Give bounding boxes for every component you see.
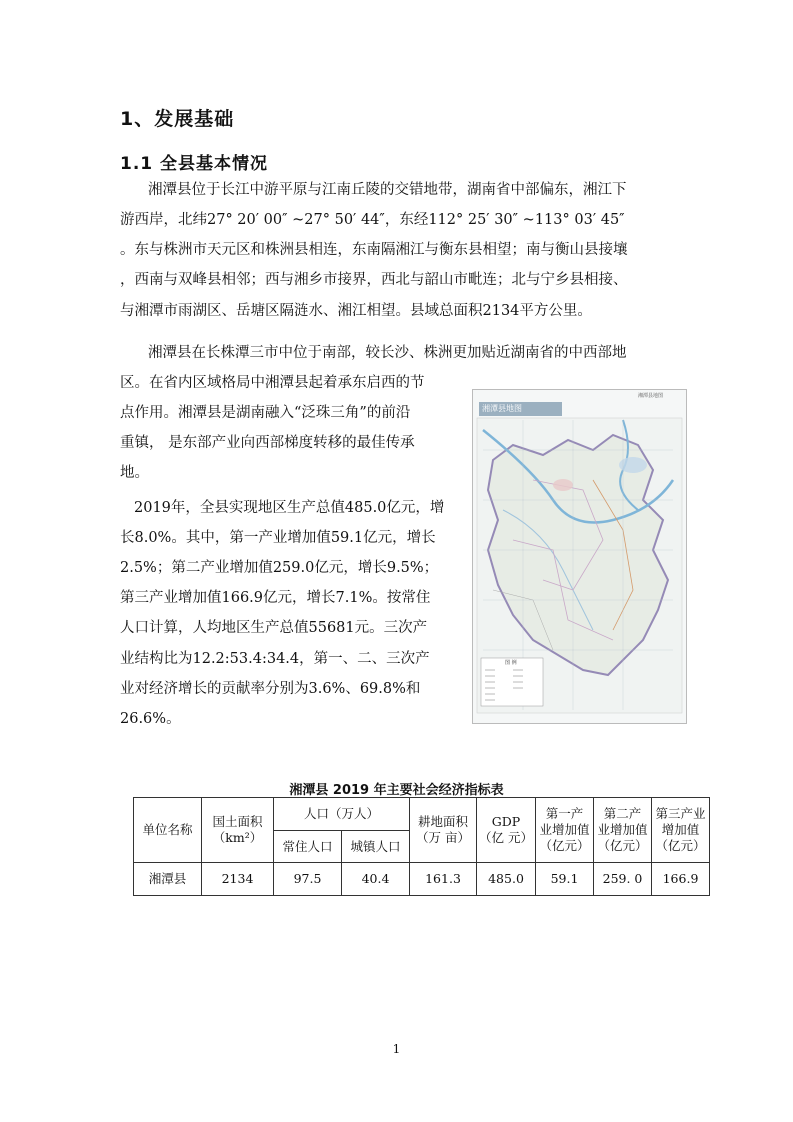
table-cell: 161.3 [410, 863, 477, 896]
table-cell: 97.5 [274, 863, 342, 896]
table-cell: 485.0 [477, 863, 536, 896]
paragraph-line: 湘潭县位于长江中游平原与江南丘陵的交错地带，湖南省中部偏东，湘江下 [148, 182, 627, 198]
table-cell: 166.9 [652, 863, 710, 896]
header-population: 人口（万人） [274, 798, 410, 831]
header-urban: 城镇人口 [342, 831, 410, 863]
indicator-table [133, 797, 710, 896]
header-secondary: 第二产 业增加值 （亿元） [594, 798, 652, 863]
page-number: 1 [392, 1042, 401, 1056]
paragraph-line: 。东与株洲市天元区和株洲县相连，东南隔湘江与衡东县相望；南与衡山县接壤 [120, 242, 628, 258]
paragraph-line: 人口计算，人均地区生产总值55681元。三次产 [120, 620, 428, 636]
table-cell: 40.4 [342, 863, 410, 896]
header-primary: 第一产 业增加值 （亿元） [536, 798, 594, 863]
paragraph-line: ，西南与双峰县相邻；西与湘乡市接界，西北与韶山市毗连；北与宁乡县相接、 [120, 272, 628, 288]
header-resident: 常住人口 [274, 831, 342, 863]
map-graphic [473, 390, 686, 723]
paragraph-line: 地。 [120, 465, 149, 481]
table-cell: 湘潭县 [134, 863, 202, 896]
paragraph-line: 26.6%。 [120, 711, 181, 727]
table-cell: 259. 0 [594, 863, 652, 896]
table-title: 湘潭县 2019 年主要社会经济指标表 [289, 783, 504, 798]
paragraph-line: 点作用。湘潭县是湖南融入“泛珠三角”的前沿 [120, 405, 411, 421]
header-unit: 单位名称 [134, 798, 202, 863]
paragraph-line: 区。在省内区域格局中湘潭县起着承东启西的节 [120, 375, 425, 391]
header-gdp: GDP （亿 元） [477, 798, 536, 863]
paragraph-line: 业结构比为12.2:53.4:34.4，第一、二、三次产 [120, 651, 430, 667]
section-heading: 1、发展基础 [120, 108, 235, 130]
header-area: 国土面积 （km²） [202, 798, 274, 863]
header-tertiary: 第三产业 增加值 （亿元） [652, 798, 710, 863]
paragraph-line: 2019年，全县实现地区生产总值485.0亿元，增 [134, 500, 445, 516]
paragraph-line: 游西岸，北纬27° 20′ 00″ ~27° 50′ 44″，东经112° 25′ 30″ ~113° 03′ 45″ [120, 212, 625, 228]
county-map [472, 389, 687, 724]
subsection-heading: 1.1 全县基本情况 [120, 154, 269, 174]
paragraph-line: 与湘潭市雨湖区、岳塘区隔涟水、湘江相望。县域总面积2134平方公里。 [120, 303, 592, 319]
table-row [134, 863, 710, 896]
table-cell: 2134 [202, 863, 274, 896]
map-top-label: 湘潭县地图 [638, 393, 664, 399]
map-title: 湘潭县地图 [479, 402, 562, 416]
paragraph-line: 长8.0%。其中，第一产业增加值59.1亿元，增长 [120, 530, 436, 546]
paragraph-line: 重镇， 是东部产业向西部梯度转移的最佳传承 [120, 435, 415, 451]
header-farmland: 耕地面积 （万 亩） [410, 798, 477, 863]
paragraph-line: 业对经济增长的贡献率分别为3.6%、69.8%和 [120, 681, 421, 697]
table-cell: 59.1 [536, 863, 594, 896]
paragraph-line: 2.5%；第二产业增加值259.0亿元，增长9.5%； [120, 560, 439, 576]
paragraph-line: 湘潭县在长株潭三市中位于南部，较长沙、株洲更加贴近湖南省的中西部地 [148, 345, 627, 361]
map-legend-title: 图 例 [505, 660, 517, 666]
paragraph-line: 第三产业增加值166.9亿元，增长7.1%。按常住 [120, 590, 431, 606]
